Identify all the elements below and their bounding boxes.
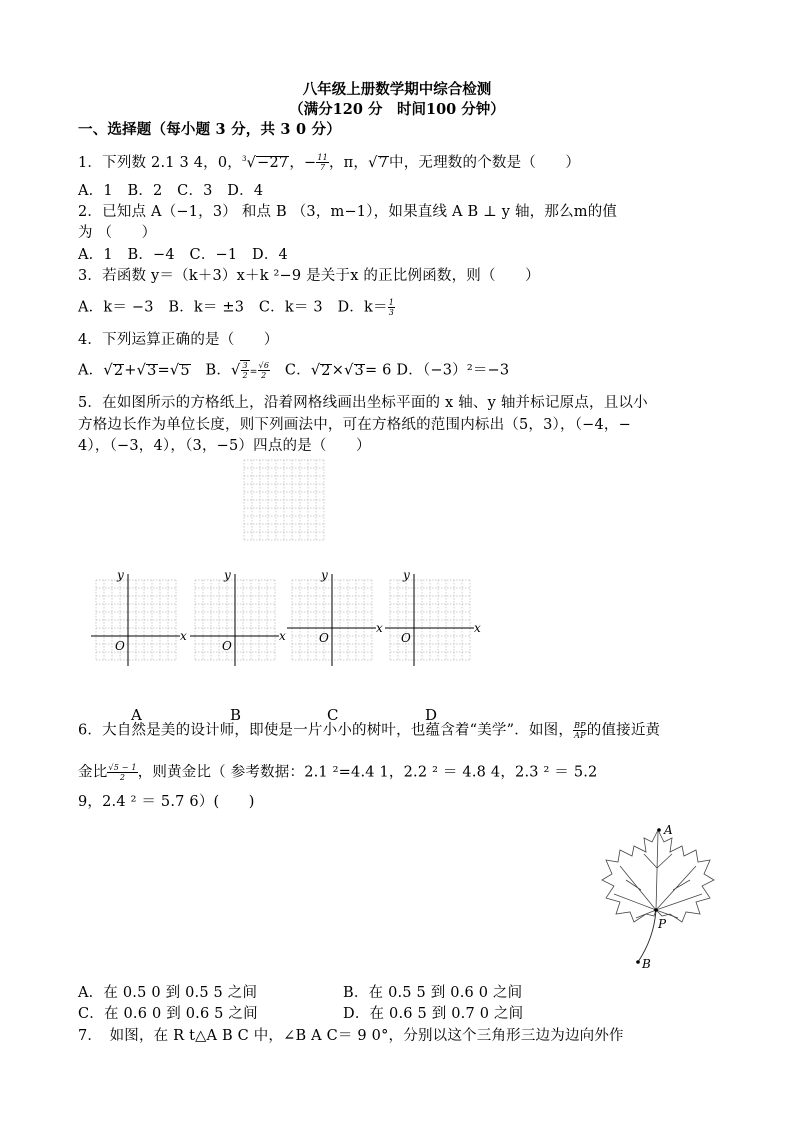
q1-frac-den: 7 bbox=[320, 163, 326, 173]
point-a bbox=[657, 828, 661, 832]
q5-line3: 4），（−3，4），（3，−5）四点的是（ ） bbox=[78, 438, 371, 454]
reference-grid bbox=[244, 460, 324, 540]
label-b: B bbox=[642, 957, 651, 971]
q4-b-rden: 2 bbox=[261, 371, 267, 380]
q4-b-frac bbox=[241, 361, 248, 380]
q5-figures bbox=[0, 455, 794, 724]
q2-line2: 为 （ ） bbox=[78, 225, 157, 241]
q4-text: 4．下列运算正确的是（ ） bbox=[78, 332, 279, 348]
y-label-D: y bbox=[403, 568, 410, 582]
q1-suffix: 中，无理数的个数是（ ） bbox=[389, 154, 581, 171]
q1-frac-num: 11 bbox=[317, 153, 328, 163]
q6-bp-ap-fraction bbox=[573, 721, 587, 740]
q4-a-sqrt5: 5 bbox=[180, 362, 190, 379]
q2-options: A．1 B．−4 C．−1 D．4 bbox=[78, 247, 288, 263]
q3-d-den: 3 bbox=[388, 308, 394, 317]
grid-D bbox=[390, 580, 470, 660]
y-label-C: y bbox=[321, 568, 328, 582]
question-1: 1．下列数 2.1 3 4，0，$^3$√−27，− $\frac{11}{7}$ ，π，√7中，无理数的个数是（ ） bbox=[78, 153, 581, 173]
q1-cbrt-body: −27 bbox=[257, 154, 289, 171]
x-label-C: x bbox=[376, 621, 383, 635]
origin-label-A: O bbox=[115, 639, 125, 653]
x-label-A: x bbox=[180, 629, 187, 643]
q4-a-sqrt2: 2 bbox=[113, 362, 124, 379]
origin-label-C: O bbox=[319, 631, 329, 645]
q6-option-d: D．在 0.6 5 到 0.7 0 之间 bbox=[343, 1006, 524, 1022]
maple-leaf-figure bbox=[596, 818, 726, 973]
q4-c-label: C． bbox=[270, 362, 311, 379]
q1-fraction bbox=[316, 153, 329, 172]
q1-prefix: 1．下列数 2.1 3 4，0， bbox=[78, 154, 242, 171]
q4-c-times: × bbox=[331, 362, 345, 379]
page-subtitle: （满分120 分 时间100 分钟） bbox=[289, 101, 505, 118]
origin-label-D: O bbox=[401, 631, 411, 645]
label-p: P bbox=[658, 917, 667, 931]
grid-A bbox=[96, 580, 176, 660]
q3-options-prefix: A．k＝ −3 B．k＝ ±3 C．k＝ 3 D．k＝ bbox=[78, 299, 388, 316]
point-p bbox=[654, 908, 658, 912]
q2-line1: 2．已知点 A（−1，3） 和点 B （3，m−1），如果直线 A B ⊥ y 轴，那么m的值 bbox=[78, 204, 618, 220]
q1-pi: ，π， bbox=[328, 154, 369, 171]
q1-sqrt7: 7 bbox=[378, 154, 388, 171]
option-label-D: D bbox=[425, 706, 438, 724]
q6-line2-pre: 金比 bbox=[78, 764, 108, 781]
q6-line2-post: ，则黄金比（ 参考数据：2.1 ²=4.4 1，2.2 ² ＝ 4.8 4，2.3 ² ＝ 5.2 bbox=[137, 764, 598, 781]
origin-label-B: O bbox=[222, 639, 232, 653]
q5-line2: 方格边长作为单位长度，则下列画法中，可在方格纸的范围内标出（5，3），（−4，− bbox=[78, 417, 631, 433]
q6-frac2-den: 2 bbox=[119, 773, 126, 782]
q4-a-plus: + bbox=[124, 362, 137, 379]
q3-d-num: 1 bbox=[388, 298, 394, 307]
q3-text: 3．若函数 y＝（k＋3）x＋k ²−9 是关于x 的正比例函数，则（ ） bbox=[78, 268, 540, 284]
q4-c-sqrt2: 2 bbox=[321, 362, 331, 379]
q6-line2 bbox=[78, 763, 597, 782]
option-label-A: A bbox=[131, 706, 142, 724]
q4-b-num: 3 bbox=[242, 361, 248, 370]
q4-c-eq: = 6 bbox=[364, 362, 392, 379]
q4-b-rfrac bbox=[258, 361, 271, 380]
q6-option-a: A．在 0.5 0 到 0.5 5 之间 bbox=[78, 985, 258, 1001]
section-heading: 一、选择题（每小题 3 分，共 3 0 分） bbox=[78, 121, 341, 138]
option-label-B: B bbox=[230, 706, 242, 724]
point-b bbox=[636, 960, 640, 964]
q3-options bbox=[78, 298, 395, 317]
y-label-A: y bbox=[117, 568, 124, 582]
q6-line1 bbox=[78, 721, 660, 740]
q4-a-eq: = bbox=[157, 362, 170, 379]
q1-sep: ， bbox=[289, 154, 305, 171]
option-label-C: C bbox=[327, 706, 339, 724]
q5-line1: 5．在如图所示的方格纸上，沿着网格线画出坐标平面的 x 轴、y 轴并标记原点，且以小 bbox=[78, 395, 648, 411]
q4-b-den: 2 bbox=[242, 371, 248, 380]
q4-options: A．√2+√3=√5 B．√ $\frac{3}{2}$ = $\frac{√6}{2}$ C．√2×√3= 6 D．（−3）²＝−3 bbox=[78, 361, 510, 380]
x-label-D: x bbox=[474, 621, 481, 635]
q3-d-fraction bbox=[388, 298, 395, 317]
q1-cbrt-index: 3 bbox=[242, 155, 247, 163]
q6-option-c: C．在 0.6 0 到 0.6 5 之间 bbox=[78, 1006, 258, 1022]
q4-c-sqrt3: 3 bbox=[354, 362, 364, 379]
page-title: 八年级上册数学期中综合检测 bbox=[302, 81, 492, 98]
x-label-B: x bbox=[279, 629, 286, 643]
q4-b-eq: = bbox=[249, 367, 258, 378]
q7-line1: 7． 如图，在 R t△A B C 中，∠B A C＝ 9 0°，分别以这个三角形三边为边向外作 bbox=[78, 1028, 624, 1044]
q4-b-rnum: √6 bbox=[258, 361, 270, 370]
q4-b-label: B． bbox=[190, 362, 232, 379]
q6-golden-fraction bbox=[107, 763, 137, 782]
q6-frac2-num: √5 − 1 bbox=[108, 763, 137, 772]
leaf-veins bbox=[614, 832, 702, 918]
q4-a-label: A． bbox=[78, 362, 104, 379]
q6-line1-post: 的值接近黄 bbox=[586, 722, 661, 739]
q4-a-sqrt3: 3 bbox=[147, 362, 157, 379]
q4-d-option: D．（−3）²＝−3 bbox=[396, 362, 510, 379]
y-label-B: y bbox=[224, 568, 231, 582]
q1-options: A．1 B．2 C．3 D．4 bbox=[78, 183, 264, 199]
q6-line3: 9，2.4 ² ＝ 5.7 6）( ) bbox=[78, 794, 255, 810]
q6-frac1-den: AP bbox=[574, 731, 586, 740]
q6-frac1-num: BP bbox=[574, 721, 586, 730]
q6-line1-pre: 6．大自然是美的设计师，即使是一片小小的树叶，也蕴含着“美学”．如图， bbox=[78, 722, 574, 739]
q6-option-b: B．在 0.5 5 到 0.6 0 之间 bbox=[343, 985, 523, 1001]
label-a: A bbox=[664, 823, 673, 837]
